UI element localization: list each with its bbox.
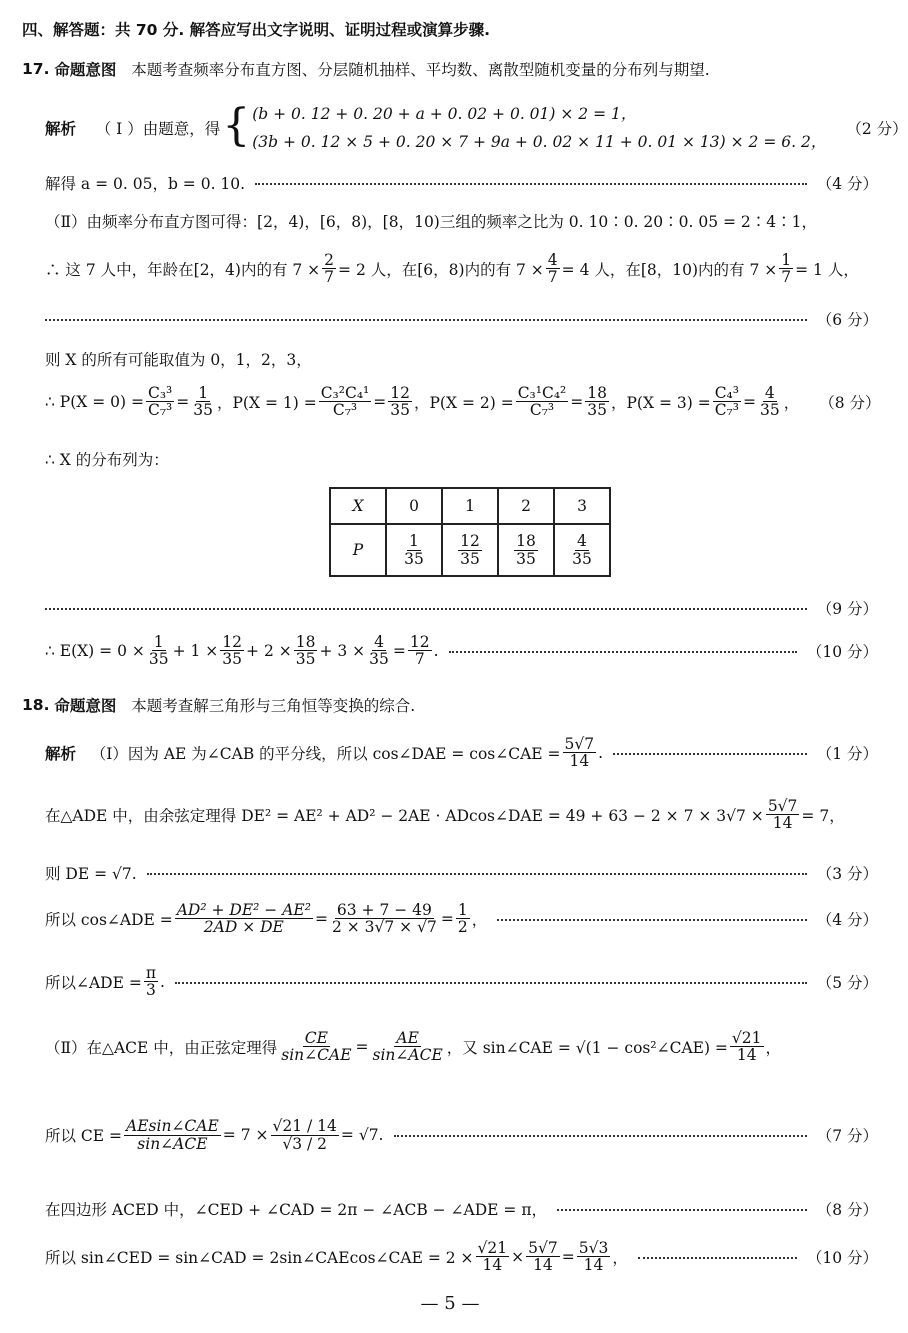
q18-line3: 则 DE = √7. （3 分） [45,865,878,883]
section-title: 四、解答题：共 70 分. 解答应写出文字说明、证明过程或演算步骤. [22,21,491,39]
table-cell: 0 [386,488,442,524]
page-number: — 5 — [420,1293,480,1314]
equation-1: (b + 0. 12 + 0. 20 + a + 0. 02 + 0. 01) × 2 = 1， [252,105,637,123]
table-cell: 1 [442,488,498,524]
q18-line4: 所以 cos∠ADE = $\frac{\text{AD² + DE² − AE²}}{2AD \times DE}$ = $\frac{63 + 7 - 49}{2 \times 3√7 \times √7}$ = $\frac{1}{2}$ ， （4 分） [45,901,878,937]
q17-values: 则 X 的所有可能取值为 0，1，2，3， [45,351,312,369]
score-label: （2 分） [846,120,908,138]
table-cell: $\frac{1}{35}$ [386,524,442,576]
q17-score9: （9 分） [45,597,878,619]
table-cell: 2 [498,488,554,524]
table-cell: $\frac{12}{35}$ [442,524,498,576]
distribution-table [329,487,611,577]
q18-line7: 所以 CE = $\frac{\text{AEsin∠CAE}}{\text{sin∠ACE}}$ = 7 × $\frac{√21 / 14}{√3 / 2}$ = √7. （7 分） [45,1117,878,1153]
q18-line8: 在四边形 ACED 中，∠CED + ∠CAD = 2π − ∠ACB − ∠ADE = π， （8 分） [45,1201,878,1219]
q17-part1: 解析 （ Ⅰ ）由题意，得 { (b + 0. 12 + 0. 20 + a + 0. 02 + 0. 01) × 2 = 1， (3b + 0. 12 × 5 + 0. 20 × 7 + 9a + 0. 02 × 11 + 0. 01 × 13) × 2 = 6. 2， （2 分） [45,100,878,156]
q17-dist-intro: ∴ X 的分布列为： [45,451,169,469]
q17-probabilities: ∴ P(X = 0) = $\frac{\text{C₃³}}{\text{C₇³}}$ = $\frac{1}{35}$ ，P(X = 1) = $\frac{\text{C₃²C₄¹}}{\text{C₇³}}$ = $\frac{12}{35}$ ，P(X = 2) = $\frac{\text{C₃¹C₄²}}{\text{C₇³}}$ = $\frac{18}{35}$ ，P(X = 3) = $\frac{\text{C₄³}}{\text{C₇³}}$ = $\frac{4}{35}$ ， （8 分） [45,384,881,420]
q17-solve: 解得 a = 0. 05，b = 0. 10. （4 分） [45,175,878,193]
q18-intent: 18. 命题意图 本题考查解三角形与三角恒等变换的综合. [22,696,416,715]
equation-2: (3b + 0. 12 × 5 + 0. 20 × 7 + 9a + 0. 02 × 11 + 0. 01 × 13) × 2 = 6. 2， [252,133,827,151]
q17-expectation: ∴ E(X) = 0 × $\frac{1}{35}$ + 1 × $\frac{12}{35}$ + 2 × $\frac{18}{35}$ + 3 × $\frac{4}{35}$ = $\frac{12}{7}$ . （10 分） [45,633,878,669]
q18-line6: （Ⅱ）在△ACE 中，由正弦定理得 $\frac{CE}{\text{sin∠CAE}}$ = $\frac{AE}{\text{sin∠ACE}}$ ，又 sin∠CAE = √(1 − cos²∠CAE) = $\frac{√21}{14}$ ， [45,1029,782,1065]
table-cell: $\frac{4}{35}$ [554,524,610,576]
q18-line9: 所以 sin∠CED = sin∠CAD = 2sin∠CAEcos∠CAE = 2 × $\frac{√21}{14}$ × $\frac{5√7}{14}$ = $\frac{5√3}{14}$ ， （10 分） [45,1239,878,1275]
table-cell: 3 [554,488,610,524]
q18-line1: 解析 （Ⅰ）因为 AE 为∠CAB 的平分线，所以 cos∠DAE = cos∠CAE = $\frac{5√7}{14}$ . （1 分） [45,735,878,771]
q18-line5: 所以∠ADE = $\frac{\pi}{3}$ . （5 分） [45,964,878,1000]
table-header-x: X [330,488,386,524]
q18-line2: 在△ADE 中，由余弦定理得 DE² = AE² + AD² − 2AE · ADcos∠DAE = 49 + 63 − 2 × 7 × 3√7 × $\frac{5√7}{14}$ = 7， [45,797,845,833]
q17-intent: 17. 命题意图 本题考查频率分布直方图、分层随机抽样、平均数、离散型随机变量的分布列与期望. [22,60,710,79]
q17-part2: （Ⅱ）由频率分布直方图可得：[2，4)，[6，8)，[8，10)三组的频率之比为 0. 10∶0. 20∶0. 05 = 2∶4∶1， [45,213,818,231]
table-header-p: P [330,524,386,576]
q17-ages: ∴ 这 7 人中，年龄在[2，4)内的有 7 × $\frac{2}{7}$ = 2 人，在[6，8)内的有 7 × $\frac{4}{7}$ = 4 人，在[8，10)内的有 7 × $\frac{1}{7}$ = 1 人， [45,251,859,287]
q17-score6: （6 分） [45,308,878,330]
table-cell: $\frac{18}{35}$ [498,524,554,576]
